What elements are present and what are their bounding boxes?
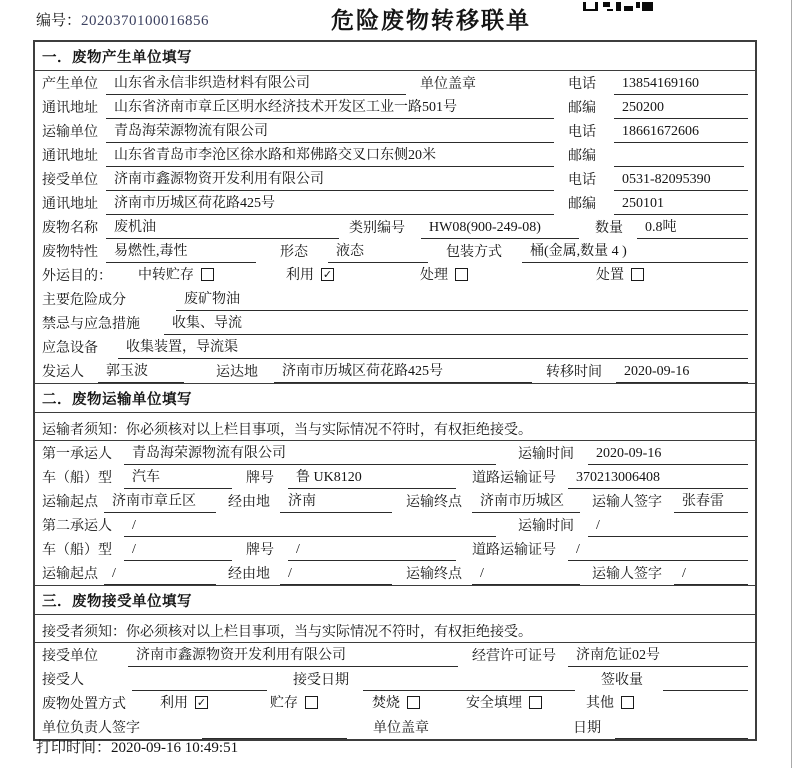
form-row [35, 143, 755, 167]
field-label: 通讯地址 [42, 197, 98, 212]
plate-number-2-field: / [288, 542, 456, 561]
receive-date-field [363, 672, 575, 691]
field-label: 运输终点 [406, 495, 462, 510]
field-label: 运输起点 [42, 567, 98, 582]
form-row [35, 359, 755, 383]
field-label: 通讯地址 [42, 101, 98, 116]
field-label: 车（船）型 [42, 471, 112, 486]
field-label: 应急设备 [42, 341, 98, 356]
checkbox-unchecked-icon [529, 696, 542, 709]
field-label: 经由地 [228, 495, 270, 510]
manifest-table [33, 40, 757, 741]
transport-date-1-field: 2020-09-16 [588, 446, 748, 465]
field-label: 运达地 [216, 365, 258, 380]
checkbox-label: 处理 [420, 268, 448, 283]
doc-number-value: 2020370100016856 [81, 13, 210, 29]
form-row [35, 335, 755, 359]
form-row [35, 263, 755, 287]
waste-name-field: 废机油 [106, 216, 339, 239]
form-row [35, 667, 755, 691]
transporter-phone-field: 18661672606 [614, 124, 748, 143]
waste-form-field: 液态 [328, 240, 428, 263]
checkbox-disposal-utilize [160, 692, 208, 715]
transporter-address-field: 山东省青岛市李沧区徐水路和郑佛路交叉口东侧20米 [106, 144, 554, 167]
form-row [35, 537, 755, 561]
field-label: 废物特性 [42, 245, 98, 260]
license-number-field: 济南危证02号 [568, 644, 748, 667]
emergency-equipment-field: 收集装置，导流渠 [118, 336, 748, 359]
checkbox-checked-icon: ✓ [196, 695, 207, 709]
form-row [35, 167, 755, 191]
receiver-address-field: 济南市历城区荷花路425号 [106, 192, 554, 215]
field-label: 接受单位 [42, 649, 98, 664]
section-1 [35, 42, 755, 383]
checkbox-disposal-store [270, 692, 318, 715]
checkbox-unchecked-icon [305, 696, 318, 709]
receiver-unit-field: 济南市鑫源物资开发利用有限公司 [106, 168, 554, 191]
receiver-person-field [132, 672, 267, 691]
form-row [35, 691, 755, 715]
generator-phone-field: 13854169160 [614, 76, 748, 95]
date-field [615, 720, 748, 739]
doc-number [36, 9, 209, 30]
form-row [35, 441, 755, 465]
checkbox-label: 焚烧 [372, 696, 400, 711]
waste-quantity-field: 0.8吨 [637, 216, 748, 239]
field-label: 邮编 [568, 197, 596, 212]
field-label: 电话 [568, 173, 596, 188]
field-label: 运输起点 [42, 495, 98, 510]
checkbox-checked-icon: ✓ [322, 267, 333, 281]
contraindications-field: 收集、导流 [164, 312, 748, 335]
field-label: 接受日期 [293, 673, 349, 688]
field-label: 通讯地址 [42, 149, 98, 164]
checkbox-utilize [286, 264, 334, 287]
waste-category-code-field: HW08(900-249-08) [421, 220, 579, 239]
form-row [35, 561, 755, 585]
field-label: 接受单位 [42, 173, 98, 188]
field-label: 包装方式 [446, 245, 502, 260]
vehicle-type-1-field: 汽车 [124, 466, 232, 489]
checkbox-label: 其他 [586, 696, 614, 711]
unit-seal-label: 单位盖章 [420, 77, 476, 92]
field-label: 道路运输证号 [472, 543, 556, 558]
consignor-field: 郭玉波 [98, 360, 184, 383]
form-row [35, 119, 755, 143]
via-2-field: / [280, 566, 392, 585]
form-row [35, 465, 755, 489]
form-row [35, 287, 755, 311]
field-label: 形态 [280, 245, 308, 260]
field-label: 运输单位 [42, 125, 98, 140]
waste-characteristics-field: 易燃性,毒性 [106, 240, 256, 263]
transfer-date-field: 2020-09-16 [616, 364, 748, 383]
section-header: 二．废物运输单位填写 [35, 384, 755, 413]
field-label: 日期 [573, 721, 601, 736]
origin-2-field: / [104, 566, 216, 585]
packaging-field: 桶(金属,数量 4 ) [522, 240, 748, 263]
checkbox-unchecked-icon [631, 268, 644, 281]
field-label: 运输时间 [518, 519, 574, 534]
hazardous-components-field: 废矿物油 [176, 288, 748, 311]
received-quantity-field [663, 672, 748, 691]
destination-field: 济南市历城区荷花路425号 [274, 360, 532, 383]
first-carrier-field: 青岛海荣源物流有限公司 [124, 442, 496, 465]
form-row [35, 513, 755, 537]
checkbox-label: 安全填埋 [466, 696, 522, 711]
form-row [35, 95, 755, 119]
field-label: 运输终点 [406, 567, 462, 582]
field-label: 类别编号 [349, 221, 405, 236]
form-row [35, 489, 755, 513]
print-time: 打印时间：2020-09-16 10:49:51 [36, 740, 239, 756]
checkbox-label: 处置 [596, 268, 624, 283]
checkbox-label: 利用 [286, 268, 314, 283]
field-label: 产生单位 [42, 77, 98, 92]
unit-seal-label-2: 单位盖章 [373, 721, 429, 736]
carrier-signature-2-field: / [674, 566, 748, 585]
transporter-postcode-field [614, 148, 744, 167]
notice-text: 接受者须知：你必须核对以上栏目事项，当与实际情况不符时，有权拒绝接受。 [35, 615, 755, 643]
field-label: 主要危险成分 [42, 293, 126, 308]
form-row [35, 215, 755, 239]
field-label: 废物名称 [42, 221, 98, 236]
generator-address-field: 山东省济南市章丘区明水经济技术开发区工业一路501号 [106, 96, 554, 119]
checkbox-treat [420, 264, 468, 287]
second-carrier-field: / [124, 518, 496, 537]
road-permit-1-field: 370213006408 [568, 470, 748, 489]
checkbox-disposal-other [586, 692, 634, 715]
form-row [35, 191, 755, 215]
origin-1-field: 济南市章丘区 [104, 490, 216, 513]
checkbox-unchecked-icon [407, 696, 420, 709]
receiver-postcode-field: 250101 [614, 196, 748, 215]
checkbox-unchecked-icon [201, 268, 214, 281]
generator-unit-field: 山东省永信非织造材料有限公司 [106, 72, 406, 95]
field-label: 单位负责人签字 [42, 721, 140, 736]
field-label: 经由地 [228, 567, 270, 582]
terminus-1-field: 济南市历城区 [472, 490, 580, 513]
checkbox-dispose [596, 264, 644, 287]
field-label: 电话 [568, 77, 596, 92]
notice-text: 运输者须知：你必须核对以上栏目事项，当与实际情况不符时，有权拒绝接受。 [35, 413, 755, 441]
field-label: 牌号 [246, 543, 274, 558]
field-label: 接受人 [42, 673, 84, 688]
form-row [35, 239, 755, 263]
field-label: 运输时间 [518, 447, 574, 462]
form-row [35, 643, 755, 667]
field-label: 第一承运人 [42, 447, 112, 462]
field-label: 数量 [595, 221, 623, 236]
checkbox-label: 利用 [160, 696, 188, 711]
field-label: 车（船）型 [42, 543, 112, 558]
terminus-2-field: / [472, 566, 580, 585]
page-edge-line [791, 0, 792, 768]
form-row [35, 311, 755, 335]
checkbox-transfer-storage [138, 264, 214, 287]
transporter-unit-field: 青岛海荣源物流有限公司 [106, 120, 554, 143]
checkbox-disposal-incinerate [372, 692, 420, 715]
section-header: 一．废物产生单位填写 [35, 42, 755, 71]
field-label: 牌号 [246, 471, 274, 486]
form-row [35, 71, 755, 95]
checkbox-label: 贮存 [270, 696, 298, 711]
field-label: 运输人签字 [592, 567, 662, 582]
field-label: 转移时间 [546, 365, 602, 380]
carrier-signature-1-field: 张春雷 [674, 490, 748, 513]
field-label: 道路运输证号 [472, 471, 556, 486]
field-label: 运输人签字 [592, 495, 662, 510]
field-label: 禁忌与应急措施 [42, 317, 140, 332]
section-header: 三．废物接受单位填写 [35, 586, 755, 615]
checkbox-label: 中转贮存 [138, 268, 194, 283]
section-3 [35, 585, 755, 739]
receiver-phone-field: 0531-82095390 [614, 172, 748, 191]
receiving-unit-field: 济南市鑫源物资开发利用有限公司 [128, 644, 458, 667]
checkbox-unchecked-icon [621, 696, 634, 709]
field-label: 发运人 [42, 365, 84, 380]
field-label: 第二承运人 [42, 519, 112, 534]
plate-number-1-field: 鲁 UK8120 [288, 466, 456, 489]
field-label: 签收量 [601, 673, 643, 688]
road-permit-2-field: / [568, 542, 748, 561]
transport-date-2-field: / [588, 518, 748, 537]
vehicle-type-2-field: / [124, 542, 232, 561]
checkbox-disposal-landfill [466, 692, 542, 715]
field-label: 外运目的： [42, 269, 112, 284]
field-label: 邮编 [568, 101, 596, 116]
field-label: 邮编 [568, 149, 596, 164]
generator-postcode-field: 250200 [614, 100, 748, 119]
field-label: 电话 [568, 125, 596, 140]
doc-number-label: 编号： [36, 13, 82, 29]
field-label: 废物处置方式 [42, 697, 126, 712]
via-1-field: 济南 [280, 490, 392, 513]
section-2 [35, 383, 755, 585]
checkbox-unchecked-icon [455, 268, 468, 281]
page-title: 危险废物转移联单 [331, 8, 531, 33]
qr-code-icon [583, 0, 653, 11]
field-label: 经营许可证号 [472, 649, 556, 664]
